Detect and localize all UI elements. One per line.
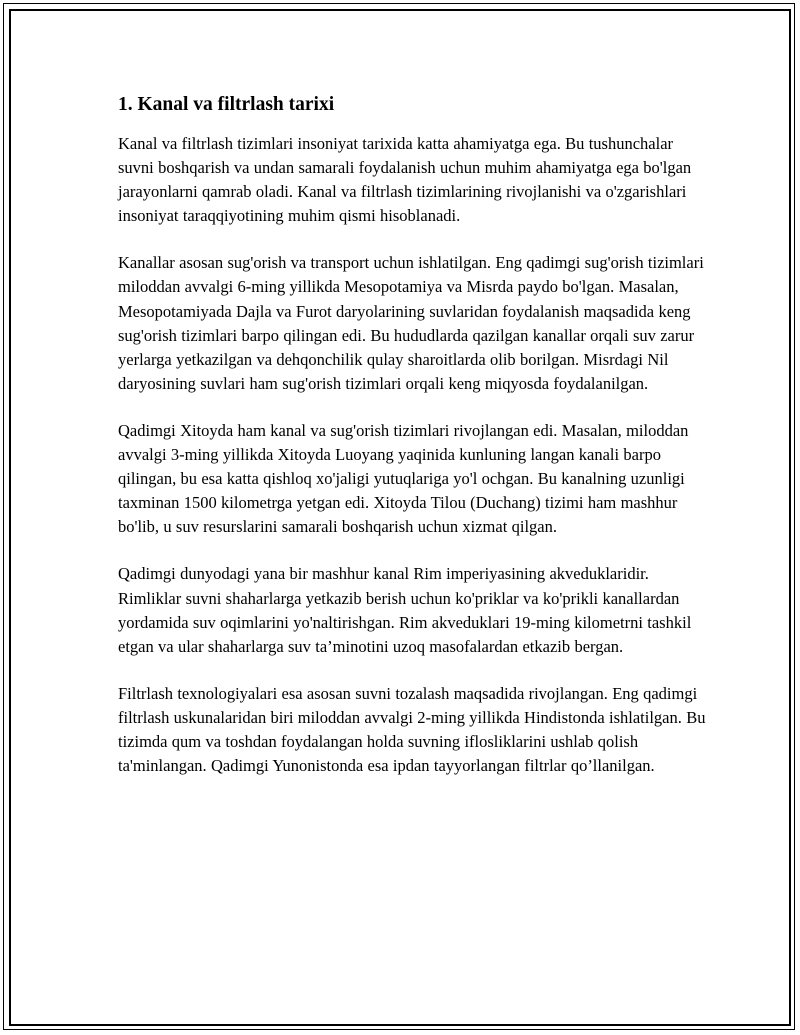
paragraph-filtration: Filtrlash texnologiyalari esa asosan suvni tozalash maqsadida rivojlangan. Eng qadimgi filtrlash uskunalaridan biri miloddan avvalgi 2-ming yillikda Hindistonda ishlatilgan. Bu tizimda qum va toshdan foydalangan holda suvning iflosliklarini ushlab qolish ta'minlangan. Qadimgi Yunonistonda esa ipdan tayyorlangan filtrlar qo’llanilgan. — [118, 683, 706, 776]
section-title: 1. Kanal va filtrlash tarixi — [118, 94, 335, 115]
document-body — [118, 92, 708, 801]
paragraph-canals: Kanallar asosan sug'orish va transport uchun ishlatilgan. Eng qadimgi sug'orish tizimlari miloddan avvalgi 6-ming yillikda Mesopotamiya va Misrda paydo bo'lgan. Masalan, Mesopotamiyada Dajla va Furot daryolarining suvlaridan foydalanish maqsadida keng sug'orish tizimlari barpo qilingan edi. Bu hududlarda qazilgan kanallar orqali suv zarur yerlarga yetkazilgan va dehqonchilik qulay sharoitlarda olib borilgan. Misrdagi Nil daryosining suvlari ham sug'orish tizimlari orqali keng miqyosda foydalanilgan. — [118, 253, 704, 393]
paragraph-china: Qadimgi Xitoyda ham kanal va sug'orish tizimlari rivojlangan edi. Masalan, miloddan avvalgi 3-ming yillikda Xitoyda Luoyang yaqinida kunluning langan kanali barpo qilingan, bu esa katta qishloq xo'jaligi yutuqlariga yo'l ochgan. Bu kanalning uzunligi taxminan 1500 kilometrga yetgan edi. Xitoyda Tilou (Duchang) tizimi ham mashhur bo'lib, u suv resurslarini samarali boshqarish uchun xizmat qilgan. — [118, 420, 689, 537]
paragraph-intro: Kanal va filtrlash tizimlari insoniyat tarixida katta ahamiyatga ega. Bu tushunchalar suvni boshqarish va undan samarali foydalanish uchun muhim ahamiyatga ega bo'lgan jarayonlarni qamrab oladi. Kanal va filtrlash tizimlarining rivojlanishi va o'zgarishlari insoniyat taraqqiyotining muhim qismi hisoblanadi. — [118, 134, 692, 226]
paragraph-rome: Qadimgi dunyodagi yana bir mashhur kanal Rim imperiyasining akveduklaridir. Rimliklar suvni shaharlarga yetkazib berish uchun ko'priklar va ko'prikli kanallardan yordamida suv oqimlarini yo'naltirishgan. Rim akveduklari 19-ming kilometrni tashkil etgan va ular shaharlarga suv ta’minotini uzoq masofalardan etkazib bergan. — [118, 564, 692, 656]
